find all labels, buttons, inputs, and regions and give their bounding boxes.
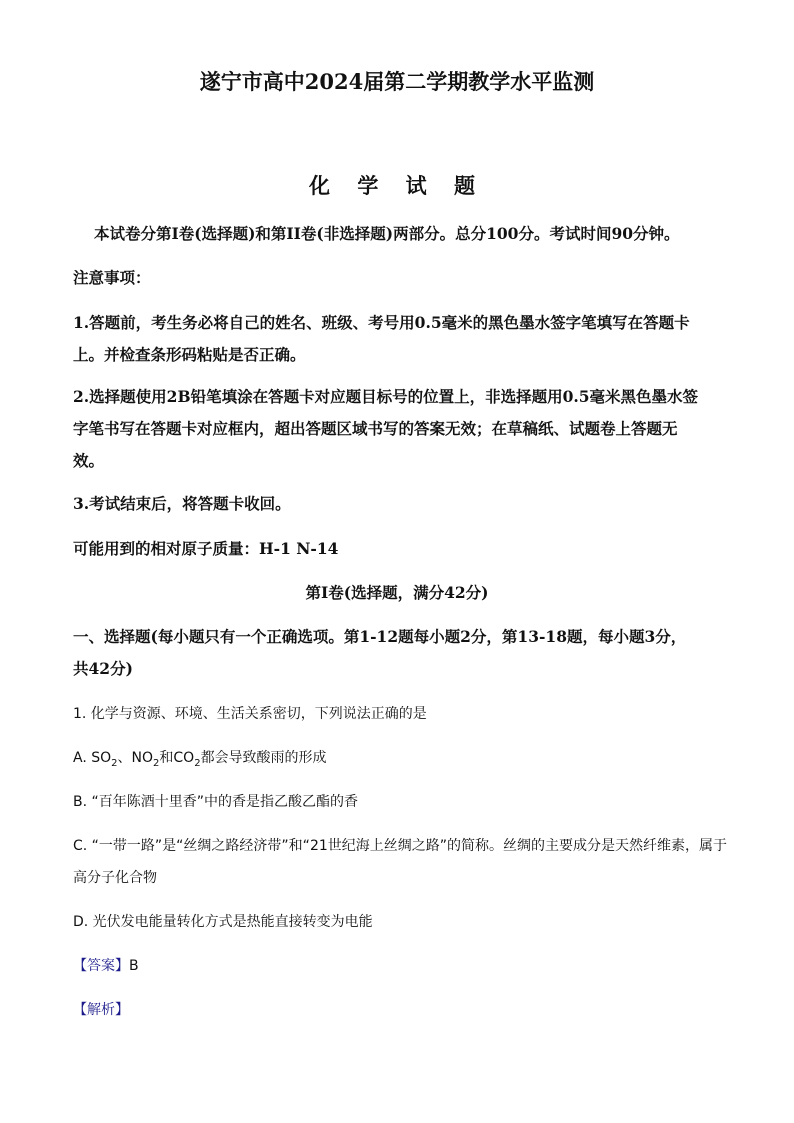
analysis-tag: 【解析】 bbox=[73, 1002, 129, 1018]
note-2-line-2: 字笔书写在答题卡对应框内，超出答题区域书写的答案无效；在草稿纸、试题卷上答题无 bbox=[73, 419, 678, 438]
answer-tag: 【答案】 bbox=[73, 958, 129, 974]
subject-title: 化 学 试 题 bbox=[309, 173, 485, 198]
option-a-sub-1: 2 bbox=[111, 757, 118, 769]
note-2-line-1: 2.选择题使用2B铅笔填涂在答题卡对应题目标号的位置上，非选择题用0.5毫米黑色墨水签 bbox=[73, 387, 699, 406]
question-1-option-a bbox=[73, 747, 722, 767]
option-a-sub-2: 2 bbox=[153, 757, 160, 769]
note-2-line-3: 效。 bbox=[73, 451, 105, 470]
option-a-sub-3: 2 bbox=[194, 757, 201, 769]
section-1-instructions-line-2: 共42分) bbox=[73, 659, 133, 678]
notes-heading: 注意事项： bbox=[73, 268, 151, 287]
note-1-line-2: 上。并检查条形码粘贴是否正确。 bbox=[73, 345, 306, 364]
exam-title: 遂宁市高中2024届第二学期教学水平监测 bbox=[199, 69, 595, 94]
option-a-mid-1: 、NO bbox=[117, 750, 154, 766]
answer-line bbox=[73, 955, 722, 975]
question-1-stem: 1. 化学与资源、环境、生活关系密切，下列说法正确的是 bbox=[73, 706, 427, 722]
option-a-prefix: A. SO bbox=[73, 750, 112, 766]
note-3: 3.考试结束后，将答题卡收回。 bbox=[73, 494, 291, 513]
question-1-option-d: D. 光伏发电能量转化方式是热能直接转变为电能 bbox=[73, 914, 373, 930]
question-1-option-c-line-1: C. “一带一路”是“丝绸之路经济带”和“21世纪海上丝绸之路”的简称。丝绸的主要成分是天然纤维素，属于 bbox=[73, 838, 728, 854]
section-1-instructions-line-1: 一、选择题(每小题只有一个正确选项。第1-12题每小题2分，第13-18题，每小题3分， bbox=[73, 627, 687, 646]
answer-value: B bbox=[129, 958, 139, 974]
analysis-line bbox=[73, 999, 722, 1019]
question-1-option-b: B. “百年陈酒十里香”中的香是指乙酸乙酯的香 bbox=[73, 794, 359, 810]
note-1-line-1: 1.答题前，考生务必将自己的姓名、班级、考号用0.5毫米的黑色墨水签字笔填写在答题卡 bbox=[73, 313, 690, 332]
option-a-suffix: 都会导致酸雨的形成 bbox=[200, 750, 327, 766]
question-1-option-c-line-2: 高分子化合物 bbox=[73, 870, 157, 886]
section-1-title: 第I卷(选择题，满分42分) bbox=[305, 583, 489, 602]
exam-intro: 本试卷分第I卷(选择题)和第II卷(非选择题)两部分。总分100分。考试时间90分钟。 bbox=[94, 224, 680, 243]
atomic-masses: 可能用到的相对原子质量：H-1 N-14 bbox=[73, 539, 339, 558]
option-a-mid-2: 和CO bbox=[159, 750, 195, 766]
